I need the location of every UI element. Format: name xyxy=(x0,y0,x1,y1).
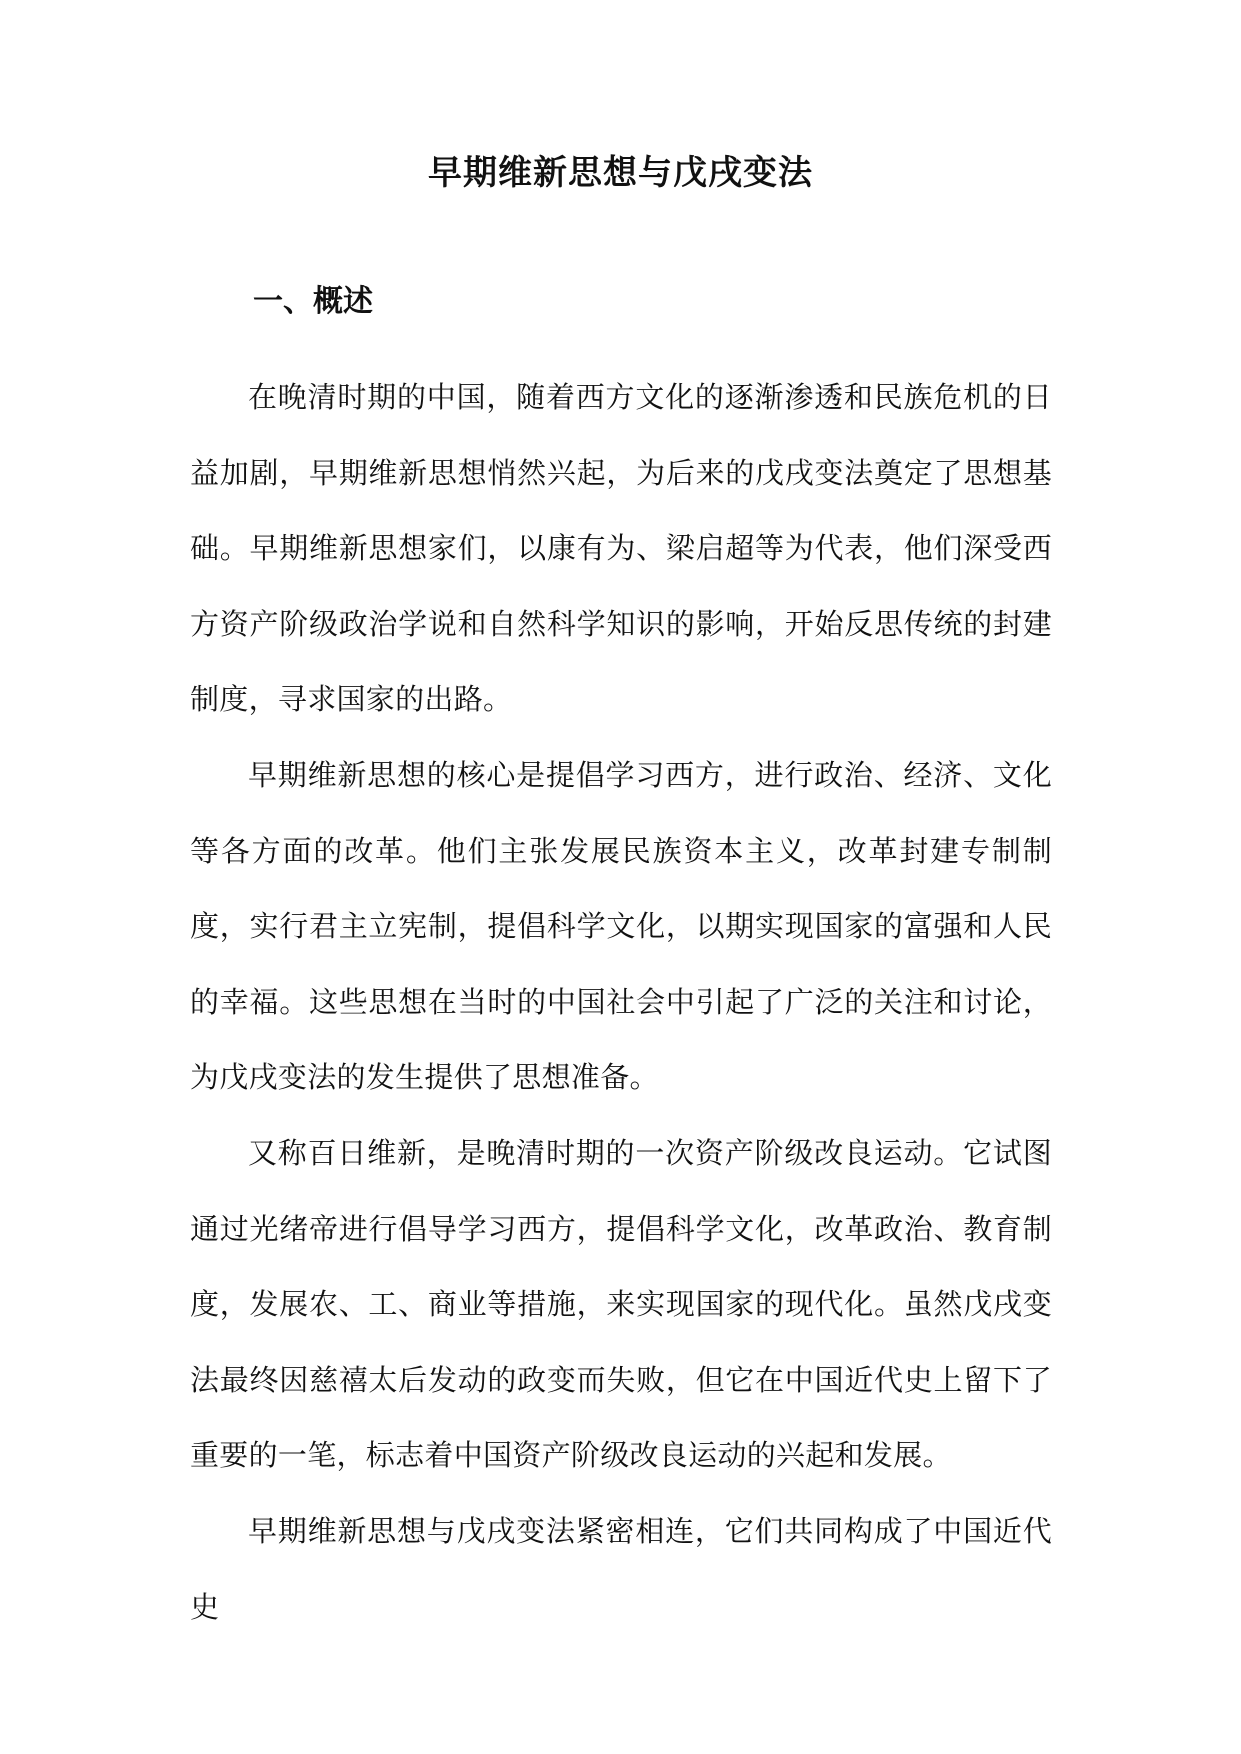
document-body xyxy=(190,360,1052,1645)
document-title: 早期维新思想与戊戌变法 xyxy=(428,153,813,193)
paragraph: 又称百日维新，是晚清时期的一次资产阶级改良运动。它试图通过光绪帝进行倡导学习西方，提倡科学文化，改革政治、教育制度，发展农、工、商业等措施，来实现国家的现代化。虽然戊戌变法最终因慈禧太后发动的政变而失败，但它在中国近代史上留下了重要的一笔，标志着中国资产阶级改良运动的兴起和发展。 xyxy=(190,1135,1052,1473)
paragraph: 早期维新思想的核心是提倡学习西方，进行政治、经济、文化等各方面的改革。他们主张发展民族资本主义，改革封建专制制度，实行君主立宪制，提倡科学文化，以期实现国家的富强和人民的幸福。这些思想在当时的中国社会中引起了广泛的关注和讨论，为戊戌变法的发生提供了思想准备。 xyxy=(190,757,1052,1095)
paragraph: 早期维新思想与戊戌变法紧密相连，它们共同构成了中国近代史 xyxy=(190,1513,1052,1624)
paragraph: 在晚清时期的中国，随着西方文化的逐渐渗透和民族危机的日益加剧，早期维新思想悄然兴起，为后来的戊戌变法奠定了思想基础。早期维新思想家们，以康有为、梁启超等为代表，他们深受西方资产阶级政治学说和自然科学知识的影响，开始反思传统的封建制度，寻求国家的出路。 xyxy=(190,380,1052,717)
section-heading: 一、概述 xyxy=(253,284,373,319)
